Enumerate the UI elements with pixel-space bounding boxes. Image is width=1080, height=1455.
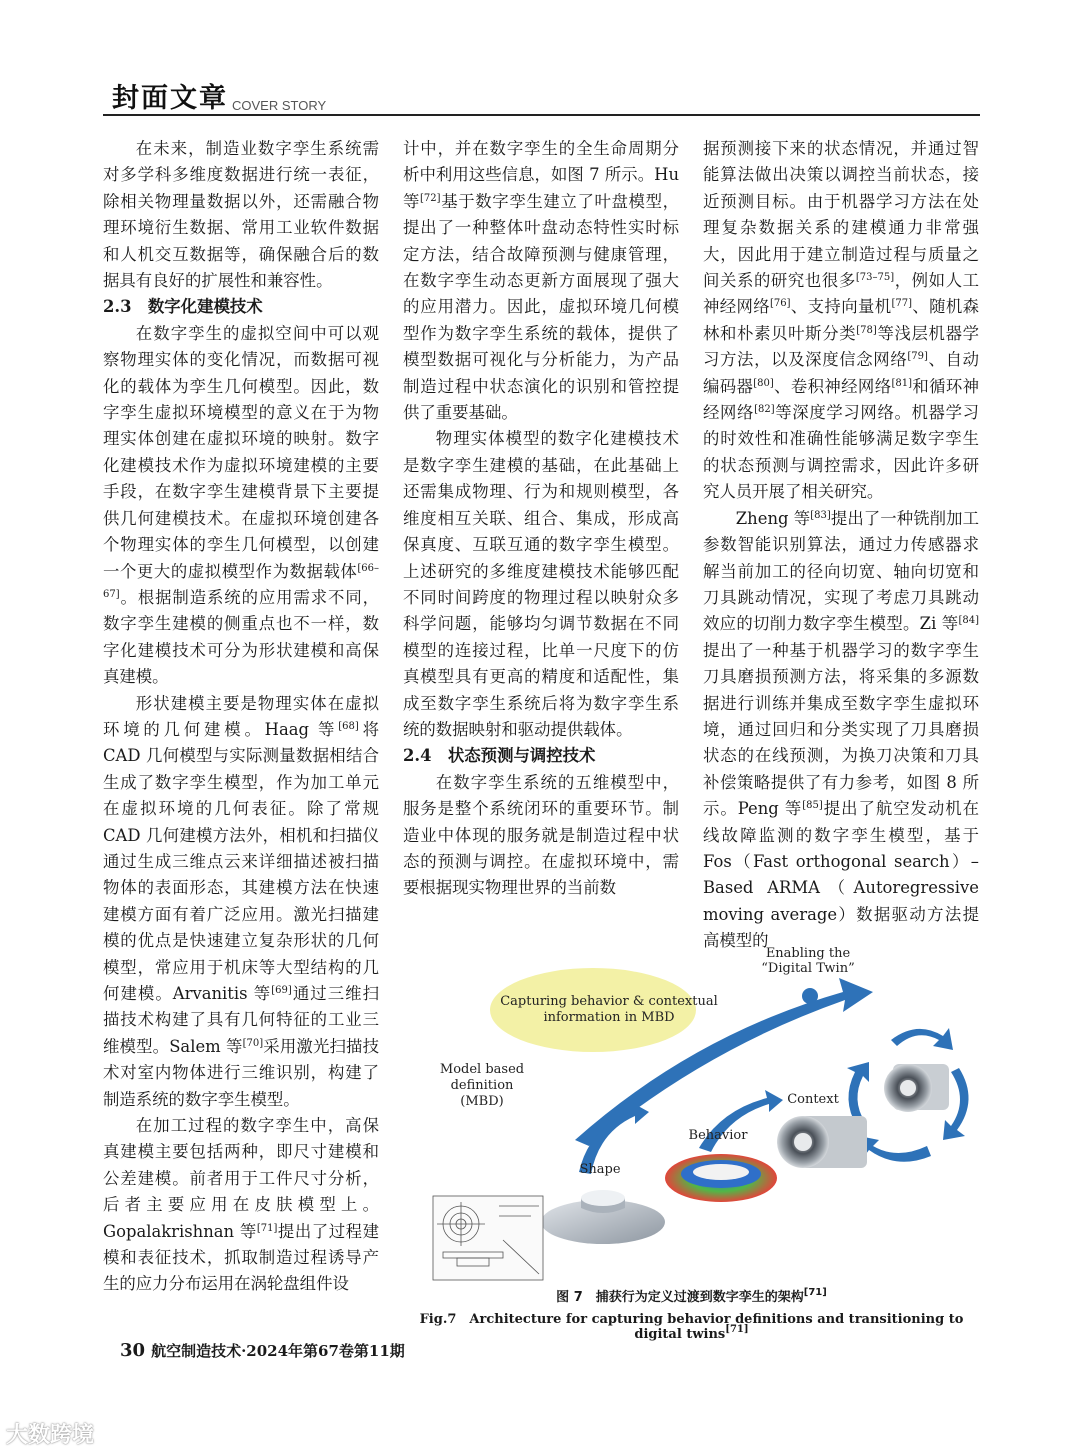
paragraph — [103, 321, 379, 691]
text-run: Zheng 等 — [735, 508, 811, 528]
engine-icon-cycle — [884, 1064, 949, 1112]
label-enabling — [743, 946, 873, 976]
shape-part-icon — [541, 1190, 665, 1244]
paragraph: 在未来，制造业数字孪生系统需对多学科多维度数据进行统一表征，除相关物理量数据以外，还需融合物理环境衍生数据、常用工业软件数据和人机交互数据等，确保融合后的数据具有良好的扩展性和兼容性。 — [103, 139, 379, 291]
text-run: 计中，并在数字孪生的全生命周期分析中利用这些信息，如图 7 所示。Hu 等 — [403, 139, 679, 211]
label-mbd — [407, 1062, 557, 1110]
citation: [78] — [856, 324, 877, 336]
paragraph — [703, 506, 979, 955]
behavior-part-icon — [665, 1154, 777, 1202]
text-column-1 — [103, 136, 379, 1298]
text-run: 形状建模主要是物理实体在虚拟环境的几何建模。Haag 等 — [103, 693, 379, 739]
label-mbd-line2: (MBD) — [460, 1094, 504, 1109]
citation: [71] — [725, 1324, 749, 1335]
label-behavior: Behavior — [688, 1128, 748, 1143]
citation: [84] — [958, 615, 979, 627]
figure-7-diagram — [403, 940, 980, 1285]
section-title: 封面文章 — [112, 83, 228, 114]
text-run: 。根据制造系统的应用需求不同，数字孪生建模的侧重点也不一样，数字化建模技术可分为形状建模和高保真建模。 — [103, 587, 379, 687]
text-run: 据预测接下来的状态情况，并通过智能算法做出决策以调控当前状态，接近预测目标。由于机器学习方法在处理复杂数据关系的建模通力非常强大，因此用于建立制造过程与质量之间关系的研究也很多 — [703, 139, 979, 291]
citation: [83] — [810, 509, 831, 521]
label-shape: Shape — [579, 1162, 621, 1177]
text-run: 提出了过程建模和表征技术，抓取制造过程诱导产生的应力分布运用在涡轮盘组件设 — [103, 1221, 380, 1294]
citation: [82] — [754, 404, 775, 416]
text-run: 等浅层机器学习方法，以及深度信念网络 — [703, 323, 979, 370]
label-capturing — [499, 994, 719, 1026]
label-capturing-line2: information in MBD — [543, 1010, 675, 1025]
technical-drawing-icon — [433, 1196, 543, 1280]
text-run: 等深度学习网络。机器学习的时效性和准确性能够满足数字孪生的状态预测与调控需求，因此许多研究人员开展了相关研究。 — [703, 403, 979, 502]
figure-caption-cn — [403, 1286, 980, 1305]
page-number: 30 — [120, 1340, 146, 1361]
citation: [70] — [242, 1037, 264, 1049]
text-run: 在加工过程的数字孪生中，高保真建模主要包括两种，即尺寸建模和公差建模。前者用于工件尺寸分析，后者主要应用在皮肤模型上。Gopalakrishnan 等 — [103, 1116, 379, 1241]
section-heading-2-3: 2.3 数字化建模技术 — [103, 297, 263, 317]
text-column-2 — [403, 136, 679, 902]
citation: [72] — [420, 192, 441, 204]
caption-cn-text: 图 7 捕获行为定义过渡到数字孪生的架构 — [556, 1290, 804, 1305]
section-subtitle: COVER STORY — [232, 98, 327, 113]
citation: [71] — [803, 1287, 827, 1298]
citation: [81] — [891, 377, 912, 389]
text-run: 、随机森林和朴素贝叶斯分类 — [703, 297, 980, 343]
text-column-3 — [703, 136, 979, 955]
cycle-arrow-bottom — [859, 1136, 931, 1162]
header-divider — [103, 114, 980, 116]
citation: [68] — [338, 720, 359, 732]
paragraph — [703, 136, 979, 506]
text-run: 提出了一种铣削加工参数智能识别算法，通过力传感器求解当前加工的径向切宽、轴向切宽和刀具跳动情况，实现了考虑刀具跳动效应的切削力数字孪生模型。Zi 等 — [703, 508, 979, 634]
text-run: 采用激光扫描技术对室内物体进行三维识别，构建了制造系统的数字孪生模型。 — [103, 1036, 379, 1109]
paragraph — [403, 136, 679, 426]
paragraph — [103, 1113, 379, 1298]
text-run: 将 CAD 几何模型与实际测量数据相结合生成了数字孪生模型，作为加工单元在虚拟环境的几何表征。除了常规 CAD 几何建模方法外，相机和扫描仪通过生成三维点云来详细描述被扫描物体的表面形态，其建模方法在快速建模方面有着广泛应用。激光扫描建模的优点是快速建立复杂形状的几何模型，常应用于机床等大型结构的几何建模。Arvanitis 等 — [103, 719, 380, 1003]
citation: [73–75] — [855, 272, 895, 284]
engine-icon-context — [777, 1116, 867, 1168]
text-run: 提出了一种基于机器学习的数字孪生刀具磨损预测方法，将采集的多源数据进行训练并集成至数字孪生虚拟环境，通过回归和分类实现了刀具磨损状态的在线预测，为换刀决策和刀具补偿策略提供了有力参考，如图 8 所示。Peng 等 — [703, 640, 979, 819]
citation: [85] — [802, 800, 823, 812]
paragraph: 物理实体模型的数字化建模技术是数字孪生建模的基础，在此基础上还需集成物理、行为和规则模型，各维度相互关联、组合、集成，形成高保真度、互联互通的数字孪生模型。上述研究的多维度建模技术能够匹配不同时间跨度的物理过程以映射众多科学问题，能够均匀调节数据在不同模型的连接过程，比单一尺度下的仿真模型具有更高的精度和适配性，集成至数字孪生系统后将为数字孪生系统的数据映射和驱动提供载体。 — [403, 429, 679, 739]
text-run: 在数字孪生的虚拟空间中可以观察物理实体的变化情况，而数据可视化的载体为孪生几何模型。因此，数字孪生虚拟环境模型的意义在于为物理实体创建在虚拟环境的映射。数字化建模技术作为虚拟环境建模的主要手段，在数字孪生建模背景下主要提供几何建模技术。在虚拟环境创建各个物理实体的孪生几何模型，以创建一个更大的虚拟模型作为数据载体 — [103, 323, 379, 581]
text-run: ，例如人工神经网络 — [703, 271, 980, 317]
figure-7 — [403, 940, 980, 1285]
paragraph: 在数字孪生系统的五维模型中，服务是整个系统闭环的重要环节。制造业中体现的服务就是制造过程中状态的预测与调控。在虚拟环境中，需要根据现实物理世界的当前数 — [403, 772, 679, 898]
citation: [71] — [256, 1222, 278, 1234]
text-run: 提出了航空发动机在线故障监测的数字孪生模型，基于 Fos（Fast orthogonal search）–Based ARMA（Autoregressive moving average）数据驱动方法提高模型的 — [703, 799, 979, 951]
citation: [77] — [891, 298, 912, 310]
text-run: 、自动编码器 — [703, 350, 979, 396]
text-run: 基于数字孪生建立了叶盘模型，提出了一种整体叶盘动态特性实时标定方法，结合故障预测与健康管理，在数字孪生动态更新方面展现了强大的应用潜力。因此，虚拟环境几何模型作为数字孪生系统的载体，提供了模型数据可视化与分析能力，为产品制造过程中状态演化的识别和管控提供了重要基础。 — [403, 191, 679, 423]
text-run: 和循环神经网络 — [703, 376, 980, 423]
label-context: Context — [787, 1092, 839, 1107]
label-enabling-line1: Enabling the — [765, 946, 851, 961]
watermark: 大数跨境 — [6, 1423, 95, 1448]
figure-caption-en — [403, 1308, 980, 1342]
caption-en-text: Fig.7 Architecture for capturing behavior definitions and transitioning to digital twins — [419, 1312, 964, 1342]
citation: [76] — [770, 298, 791, 310]
arrow-dot — [802, 988, 818, 1004]
section-heading-2-4: 2.4 状态预测与调控技术 — [403, 746, 596, 766]
page-footer — [120, 1340, 405, 1361]
citation: [79] — [907, 351, 928, 363]
text-run: 、卷积神经网络 — [773, 376, 892, 396]
paragraph — [103, 691, 379, 1114]
label-capturing-line1: Capturing behavior & contextual — [500, 994, 718, 1009]
label-mbd-line1: Model based definition — [439, 1062, 525, 1093]
citation: [69] — [271, 985, 292, 996]
text-run: 、支持向量机 — [790, 297, 892, 317]
label-enabling-line2: “Digital Twin” — [761, 961, 855, 976]
citation: [80] — [753, 377, 774, 389]
journal-info: 航空制造技术·2024年第67卷第11期 — [151, 1342, 405, 1360]
citation: [66–67] — [103, 562, 379, 600]
text-run: 通过三维扫描技术构建了具有几何特征的工业三维模型。Salem 等 — [103, 984, 380, 1056]
cycle-arrow-top — [891, 1028, 953, 1050]
